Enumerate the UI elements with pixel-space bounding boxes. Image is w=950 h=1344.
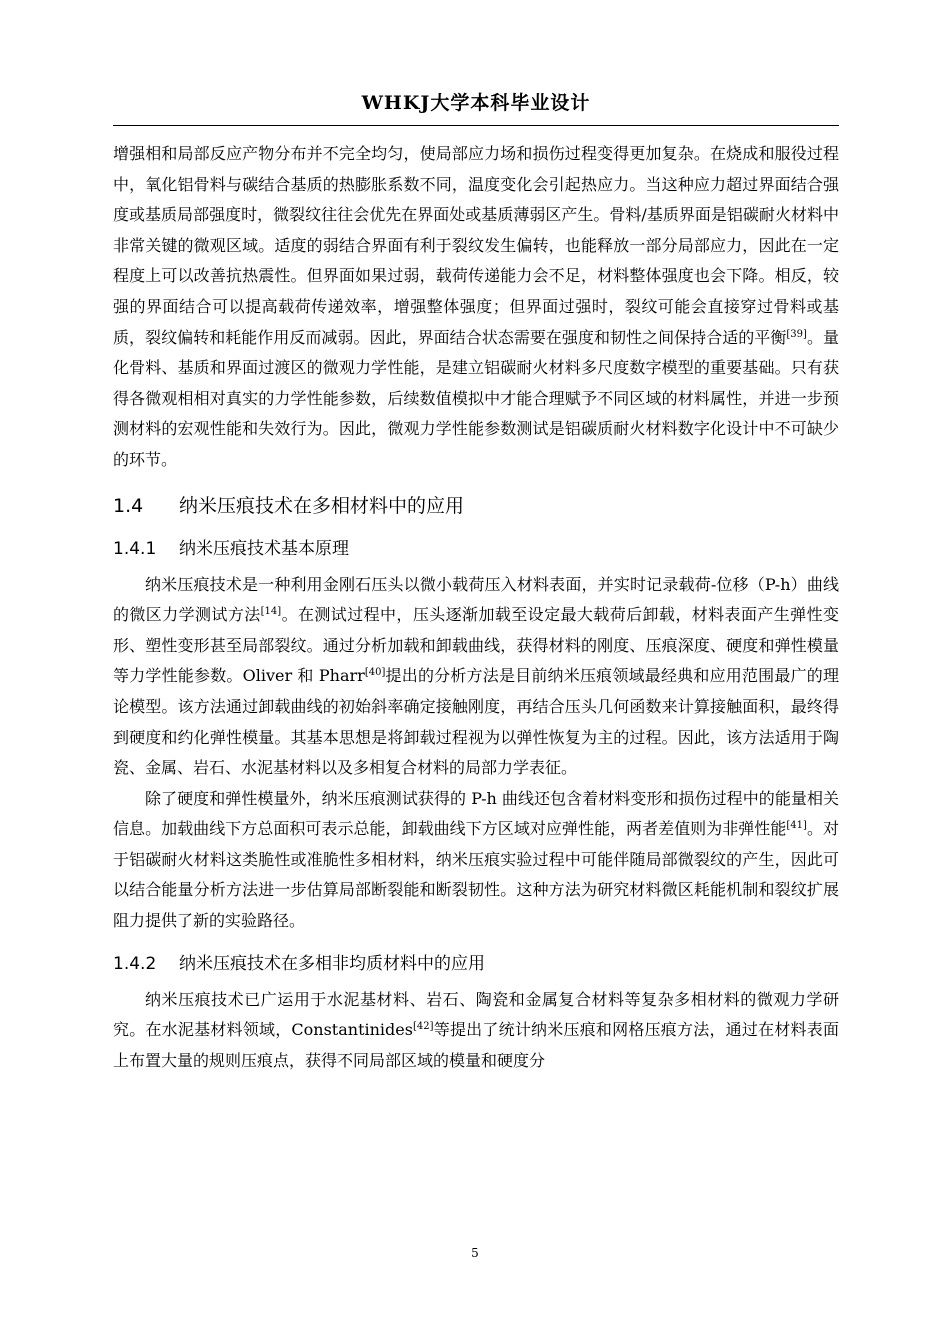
- paragraph-text: 。对于铝碳耐火材料这类脆性或准脆性多相材料，纳米压痕实验过程中可能伴随局部微裂纹的产生，因此可以结合能量分析方法进一步估算局部断裂能和断裂韧性。这种方法为研究材料微区耗能机制和裂纹扩展阻力提供了新的实验路径。: [113, 819, 839, 931]
- paragraph-principle: [113, 570, 839, 784]
- section-title: 纳米压痕技术在多相材料中的应用: [179, 494, 465, 517]
- paragraph-energy: [113, 784, 839, 937]
- page-number: 5: [471, 1246, 479, 1260]
- paragraph-interface: [113, 139, 839, 476]
- paragraph-text: 纳米压痕技术是一种利用金刚石压头以微小载荷压入材料表面，并实时记录载荷-位移（P-h）曲线的微区力学测试方法: [113, 574, 839, 625]
- section-number: 1.4: [113, 494, 144, 517]
- section-heading-1-4: [113, 490, 839, 522]
- section-heading-1-4-2: [113, 949, 839, 979]
- paragraph-applications: [113, 985, 839, 1077]
- paragraph-text: 等提出了统计纳米压痕和网格压痕方法，通过在材料表面上布置大量的规则压痕点，获得不同局部区域的模量和硬度分: [113, 1020, 839, 1070]
- paragraph-text: 除了硬度和弹性模量外，纳米压痕测试获得的 P-h 曲线还包含着材料变形和损伤过程中的能量相关信息。加载曲线下方总面积可表示总能，卸载曲线下方区域对应弹性能，两者差值则为非弹性能: [113, 788, 839, 839]
- citation-ref: [40]: [364, 667, 386, 679]
- header-divider: [113, 125, 839, 126]
- citation-ref: [41]: [786, 820, 807, 832]
- paragraph-text: 。量化骨料、基质和界面过渡区的微观力学性能，是建立铝碳耐火材料多尺度数字模型的重要基础。只有获得各微观相相对真实的力学性能参数，后续数值模拟中才能合理赋予不同区域的材料属性，并进一步预测材料的宏观性能和失效行为。因此，微观力学性能参数测试是铝碳质耐火材料数字化设计中不可缺少的环节。: [113, 327, 839, 469]
- section-number: 1.4.2: [113, 953, 157, 974]
- section-heading-1-4-1: [113, 534, 839, 564]
- citation-ref: [39]: [786, 328, 807, 340]
- citation-ref: [14]: [260, 606, 282, 618]
- paragraph-text: 提出的分析方法是目前纳米压痕领域最经典和应用范围最广的理论模型。该方法通过卸载曲线的初始斜率确定接触刚度，再结合压头几何函数来计算接触面积，最终得到硬度和约化弹性模量。其基本思想是将卸载过程视为以弹性恢复为主的过程。因此，该方法适用于陶瓷、金属、岩石、水泥基材料以及多相复合材料的局部力学表征。: [113, 666, 839, 778]
- page-header-title: WHKJ大学本科毕业设计: [361, 92, 591, 114]
- document-body: [113, 139, 839, 1076]
- citation-ref: [42]: [412, 1021, 434, 1033]
- section-number: 1.4.1: [113, 538, 157, 559]
- section-title: 纳米压痕技术在多相非均质材料中的应用: [179, 953, 485, 974]
- section-title: 纳米压痕技术基本原理: [179, 538, 349, 559]
- paragraph-text: 纳米压痕技术已广运用于水泥基材料、岩石、陶瓷和金属复合材料等复杂多相材料的微观力学研究。在水泥基材料领域，Constantinides: [113, 989, 839, 1040]
- paragraph-text: 。在测试过程中，压头逐渐加载至设定最大载荷后卸载，材料表面产生弹性变形、塑性变形甚至局部裂纹。通过分析加载和卸载曲线，获得材料的刚度、压痕深度、硬度和弹性模量等力学性能参数。Oliver 和 Pharr: [113, 605, 839, 686]
- paragraph-text: 增强相和局部反应产物分布并不完全均匀，使局部应力场和损伤过程变得更加复杂。在烧成和服役过程中，氧化铝骨料与碳结合基质的热膨胀系数不同，温度变化会引起热应力。当这种应力超过界面结合强度或基质局部强度时，微裂纹往往会优先在界面处或基质薄弱区产生。骨料/基质界面是铝碳耐火材料中非常关键的微观区域。适度的弱结合界面有利于裂纹发生偏转，也能释放一部分局部应力，因此在一定程度上可以改善抗热震性。但界面如果过弱，载荷传递能力会不足，材料整体强度也会下降。相反，较强的界面结合可以提高载荷传递效率，增强整体强度；但界面过强时，裂纹可能会直接穿过骨料或基质，裂纹偏转和耗能作用反而减弱。因此，界面结合状态需要在强度和韧性之间保持合适的平衡: [113, 144, 839, 347]
